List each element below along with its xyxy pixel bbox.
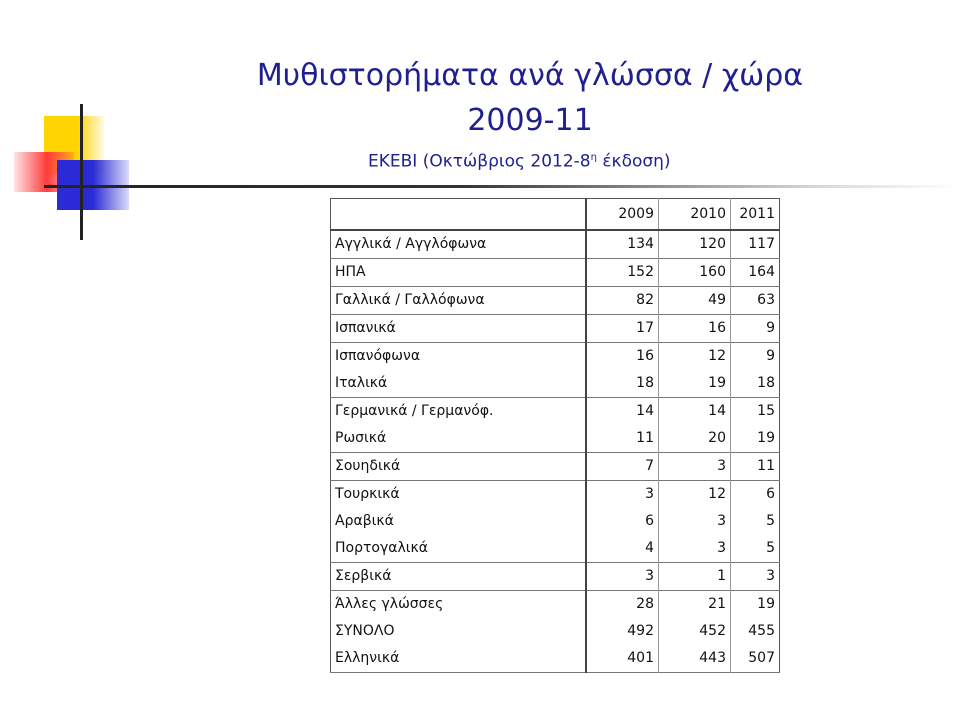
cell-2011: 9 bbox=[766, 320, 775, 336]
cell-2010: 3 bbox=[659, 453, 731, 481]
cell-2011: 507 bbox=[748, 650, 775, 666]
row-label: Άλλες γλώσσες bbox=[335, 596, 444, 612]
cell-2009: 134 bbox=[586, 230, 659, 259]
data-table-container bbox=[330, 198, 780, 673]
slide-title-years: 2009-11 bbox=[467, 103, 593, 138]
cell-2011: 3 bbox=[766, 568, 775, 584]
slide-subtitle bbox=[368, 147, 671, 173]
row-label: ΣΥΝΟΛΟ bbox=[335, 623, 395, 639]
row-label: Γερμανικά / Γερμανόφ. bbox=[335, 403, 494, 419]
cell-2009: 4 bbox=[586, 535, 659, 563]
subtitle-suffix: έκδοση) bbox=[596, 151, 671, 172]
cell-2011: 5 bbox=[766, 540, 775, 556]
cell-2010: 452 bbox=[659, 618, 731, 645]
cell-2010: 160 bbox=[659, 259, 731, 287]
cell-2010: 12 bbox=[659, 481, 731, 509]
table-row bbox=[331, 425, 780, 453]
cell-2010: 12 bbox=[659, 343, 731, 371]
cell-2010: 19 bbox=[659, 370, 731, 398]
cell-2010: 3 bbox=[659, 508, 731, 535]
cell-2011: 19 bbox=[757, 596, 775, 612]
cell-2010: 3 bbox=[659, 535, 731, 563]
table-row bbox=[331, 343, 780, 371]
row-label: Τουρκικά bbox=[335, 486, 400, 502]
row-label: Ιταλικά bbox=[335, 375, 388, 391]
cell-2009: 18 bbox=[586, 370, 659, 398]
cell-2011: 18 bbox=[757, 375, 775, 391]
cell-2011: 11 bbox=[757, 458, 775, 474]
table-row bbox=[331, 563, 780, 591]
table-row bbox=[331, 535, 780, 563]
row-label: Σουηδικά bbox=[335, 458, 401, 474]
cell-2011: 5 bbox=[766, 513, 775, 529]
cell-2009: 82 bbox=[586, 287, 659, 315]
cell-2010: 14 bbox=[659, 398, 731, 426]
column-header-2009: 2009 bbox=[586, 199, 659, 231]
cell-2010: 16 bbox=[659, 315, 731, 343]
table-row bbox=[331, 315, 780, 343]
table-row bbox=[331, 230, 780, 259]
cell-2010: 21 bbox=[659, 591, 731, 619]
row-label: Πορτογαλικά bbox=[335, 540, 428, 556]
table-row bbox=[331, 591, 780, 619]
row-label: Ισπανικά bbox=[335, 320, 396, 336]
table-row bbox=[331, 508, 780, 535]
decor-vertical-line bbox=[80, 104, 83, 240]
row-label: Ελληνικά bbox=[335, 650, 400, 666]
cell-2009: 7 bbox=[586, 453, 659, 481]
table-row bbox=[331, 398, 780, 426]
cell-2009: 16 bbox=[586, 343, 659, 371]
cell-2010: 20 bbox=[659, 425, 731, 453]
table-row bbox=[331, 287, 780, 315]
decor-horizontal-line bbox=[44, 185, 960, 188]
cell-2009: 401 bbox=[586, 645, 659, 673]
table-row bbox=[331, 453, 780, 481]
row-label: Ρωσικά bbox=[335, 430, 387, 446]
row-label: Ισπανόφωνα bbox=[335, 348, 421, 364]
cell-2011: 9 bbox=[766, 348, 775, 364]
table-row bbox=[331, 645, 780, 673]
cell-2009: 11 bbox=[586, 425, 659, 453]
table-row bbox=[331, 618, 780, 645]
row-label: Σερβικά bbox=[335, 568, 392, 584]
cell-2010: 1 bbox=[659, 563, 731, 591]
cell-2011: 117 bbox=[748, 236, 775, 252]
cell-2009: 492 bbox=[586, 618, 659, 645]
subtitle-source: ΕΚΕΒΙ (Οκτώβριος 2012-8 bbox=[368, 151, 591, 172]
row-label: Γαλλικά / Γαλλόφωνα bbox=[335, 292, 485, 308]
cell-2009: 14 bbox=[586, 398, 659, 426]
cell-2009: 6 bbox=[586, 508, 659, 535]
cell-2010: 49 bbox=[659, 287, 731, 315]
cell-2011: 63 bbox=[757, 292, 775, 308]
cell-2010: 443 bbox=[659, 645, 731, 673]
subtitle-superscript: η bbox=[590, 152, 597, 163]
slide-title: Μυθιστορήματα ανά γλώσσα / χώρα bbox=[256, 58, 804, 93]
table-body bbox=[331, 230, 780, 673]
cell-2010: 120 bbox=[659, 230, 731, 259]
column-header-label bbox=[331, 199, 587, 231]
column-header-2011: 2011 bbox=[739, 205, 775, 222]
cell-2011: 19 bbox=[757, 430, 775, 446]
cell-2009: 3 bbox=[586, 563, 659, 591]
cell-2009: 17 bbox=[586, 315, 659, 343]
cell-2011: 455 bbox=[748, 623, 775, 639]
cell-2011: 15 bbox=[757, 403, 775, 419]
cell-2009: 3 bbox=[586, 481, 659, 509]
cell-2009: 28 bbox=[586, 591, 659, 619]
cell-2009: 152 bbox=[586, 259, 659, 287]
row-label: Αγγλικά / Αγγλόφωνα bbox=[335, 236, 487, 252]
table-row bbox=[331, 481, 780, 509]
cell-2011: 164 bbox=[748, 264, 775, 280]
cell-2011: 6 bbox=[766, 486, 775, 502]
table-header-row bbox=[331, 199, 780, 231]
table-row bbox=[331, 259, 780, 287]
row-label: Αραβικά bbox=[335, 513, 394, 529]
novels-table bbox=[330, 198, 780, 673]
column-header-2010: 2010 bbox=[659, 199, 731, 231]
row-label: ΗΠΑ bbox=[335, 264, 366, 280]
table-row bbox=[331, 370, 780, 398]
